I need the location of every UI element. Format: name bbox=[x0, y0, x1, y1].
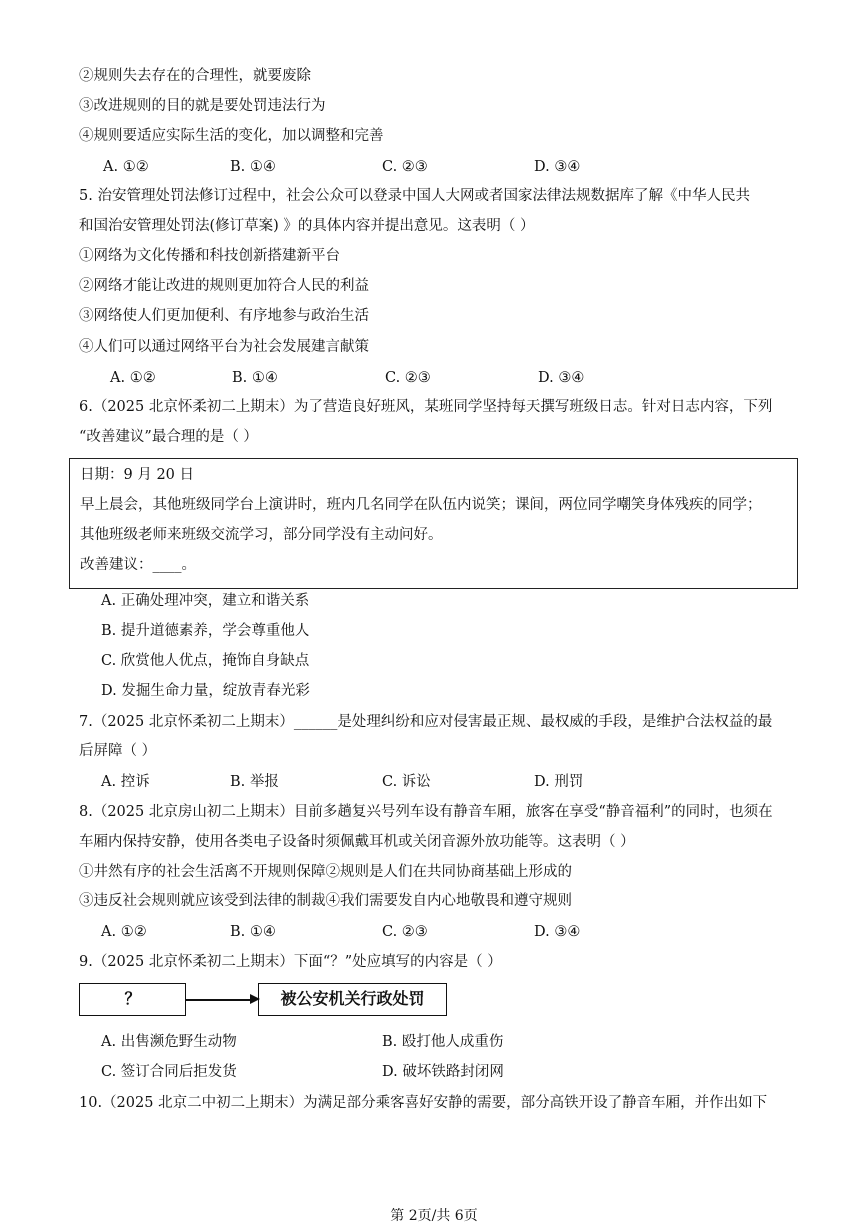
q6-stem-line2: “改善建议”最合理的是（ ） bbox=[79, 429, 258, 445]
q7-option-d[interactable]: D. 刑罚 bbox=[534, 774, 584, 790]
q10-stem-line1: 10.（2025 北京二中初二上期末）为满足部分乘客喜好安静的需要，部分高铁开设了静音车厢，并作出如下 bbox=[79, 1095, 768, 1111]
q7-option-a[interactable]: A. 控诉 bbox=[101, 774, 150, 790]
q7-option-c[interactable]: C. 诉讼 bbox=[382, 774, 431, 790]
q9-flow-question-box: ？ bbox=[79, 983, 186, 1016]
q7-options bbox=[0, 772, 868, 792]
q4-option-b[interactable]: B. ①④ bbox=[230, 159, 276, 175]
q8-stem-line2: 车厢内保持安静，使用各类电子设备时须佩戴耳机或关闭音源外放功能等。这表明（ ） bbox=[79, 834, 635, 850]
q4-option-a[interactable]: A. ①② bbox=[103, 159, 149, 175]
q7-option-b[interactable]: B. 举报 bbox=[230, 774, 279, 790]
q8-stem-line1: 8.（2025 北京房山初二上期末）目前多趟复兴号列车设有静音车厢，旅客在享受“静音福利”的同时，也须在 bbox=[79, 804, 773, 820]
q4-item-2: ②规则失去存在的合理性，就要废除 bbox=[79, 68, 311, 84]
q6-box-line1: 早上晨会，其他班级同学台上演讲时，班内几名同学在队伍内说笑；课间，两位同学嘲笑身体残疾的同学； bbox=[80, 497, 762, 513]
q5-item-2: ②网络才能让改进的规则更加符合人民的利益 bbox=[79, 278, 369, 294]
q6-option-c[interactable]: C. 欣赏他人优点，掩饰自身缺点 bbox=[101, 653, 310, 669]
q5-item-4: ④人们可以通过网络平台为社会发展建言献策 bbox=[79, 339, 369, 355]
q8-items-line1: ①井然有序的社会生活离不开规则保障②规则是人们在共同协商基础上形成的 bbox=[79, 864, 572, 880]
q5-options bbox=[0, 368, 868, 388]
q8-option-b[interactable]: B. ①④ bbox=[230, 924, 276, 940]
q6-option-b[interactable]: B. 提升道德素养，学会尊重他人 bbox=[101, 623, 310, 639]
q5-option-a[interactable]: A. ①② bbox=[110, 370, 156, 386]
q6-journal-box bbox=[69, 458, 798, 589]
q5-item-3: ③网络使人们更加便利、有序地参与政治生活 bbox=[79, 308, 369, 324]
q4-item-4: ④规则要适应实际生活的变化，加以调整和完善 bbox=[79, 128, 384, 144]
q9-option-c[interactable]: C. 签订合同后拒发货 bbox=[101, 1064, 237, 1080]
q9-option-a[interactable]: A. 出售濒危野生动物 bbox=[101, 1034, 237, 1050]
page-number: 第 2页/共 6页 bbox=[390, 1208, 478, 1224]
q6-box-suggestion: 改善建议：____。 bbox=[80, 557, 196, 573]
q6-box-date: 日期：9 月 20 日 bbox=[80, 467, 195, 483]
q9-option-b[interactable]: B. 殴打他人成重伤 bbox=[382, 1034, 504, 1050]
q5-item-1: ①网络为文化传播和科技创新搭建新平台 bbox=[79, 248, 340, 264]
q9-option-d[interactable]: D. 破坏铁路封闭网 bbox=[382, 1064, 504, 1080]
q5-option-c[interactable]: C. ②③ bbox=[385, 370, 431, 386]
q8-options bbox=[0, 922, 868, 942]
q9-flow-arrow-line bbox=[185, 999, 253, 1001]
q5-stem-line1: 5. 治安管理处罚法修订过程中，社会公众可以登录中国人大网或者国家法律法规数据库了解《中华人民共 bbox=[79, 188, 750, 204]
q5-stem-line2: 和国治安管理处罚法(修订草案) 》的具体内容并提出意见。这表明（ ） bbox=[79, 218, 535, 234]
q9-flow-result-box: 被公安机关行政处罚 bbox=[258, 983, 447, 1016]
q6-stem-line1: 6.（2025 北京怀柔初二上期末）为了营造良好班风，某班同学坚持每天撰写班级日志。针对日志内容，下列 bbox=[79, 399, 773, 415]
q8-option-c[interactable]: C. ②③ bbox=[382, 924, 428, 940]
q6-option-d[interactable]: D. 发掘生命力量，绽放青春光彩 bbox=[101, 683, 310, 699]
q4-item-3: ③改进规则的目的就是要处罚违法行为 bbox=[79, 98, 326, 114]
q5-option-b[interactable]: B. ①④ bbox=[232, 370, 278, 386]
q4-option-d[interactable]: D. ③④ bbox=[534, 159, 581, 175]
q4-options bbox=[0, 157, 868, 177]
q8-option-d[interactable]: D. ③④ bbox=[534, 924, 581, 940]
q8-items-line2: ③违反社会规则就应该受到法律的制裁④我们需要发自内心地敬畏和遵守规则 bbox=[79, 893, 572, 909]
q5-option-d[interactable]: D. ③④ bbox=[538, 370, 585, 386]
q7-stem-line2: 后屏障（ ） bbox=[79, 743, 157, 759]
q6-box-line2: 其他班级老师来班级交流学习，部分同学没有主动问好。 bbox=[80, 527, 443, 543]
q4-option-c[interactable]: C. ②③ bbox=[382, 159, 428, 175]
q6-option-a[interactable]: A. 正确处理冲突，建立和谐关系 bbox=[101, 593, 310, 609]
q7-stem-line1: 7.（2025 北京怀柔初二上期末）______是处理纠纷和应对侵害最正规、最权威的手段，是维护合法权益的最 bbox=[79, 714, 773, 730]
q9-stem: 9.（2025 北京怀柔初二上期末）下面“？”处应填写的内容是（ ） bbox=[79, 954, 502, 970]
q8-option-a[interactable]: A. ①② bbox=[101, 924, 147, 940]
